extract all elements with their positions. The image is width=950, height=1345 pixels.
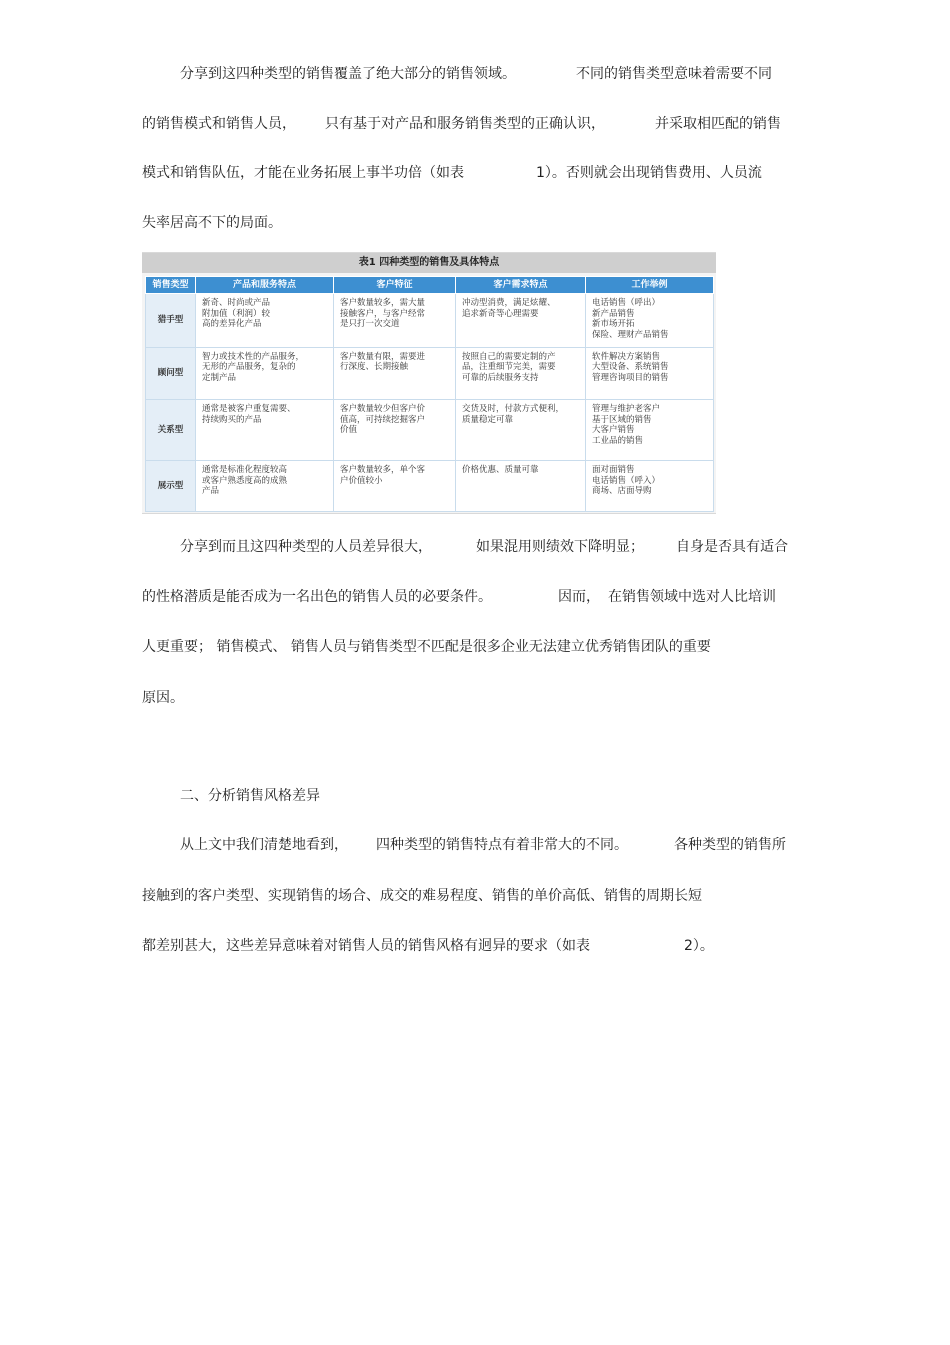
para1-line3-seg1: 模式和销售队伍，才能在业务拓展上事半功倍（如表: [142, 165, 464, 181]
table-cell-customer: 客户数量较多，需大量 接触客户，与客户经常 是只打一次交道: [334, 294, 456, 348]
table-cell-product: 通常是被客户重复需要、 持续购买的产品: [196, 400, 334, 461]
para1-line3-seg2: 1）。否则就会出现销售费用、人员流: [536, 165, 762, 181]
table-cell-needs: 价格优惠、质量可靠: [456, 461, 586, 512]
para1-line2-seg3: 并采取相匹配的销售: [655, 116, 781, 132]
table1-figure: [142, 252, 716, 514]
table-cell-needs: 交货及时，付款方式便利， 质量稳定可靠: [456, 400, 586, 461]
table1-title: 表1 四种类型的销售及具体特点: [142, 253, 716, 273]
para1-line1-seg1: 分享到这四种类型的销售覆盖了绝大部分的销售领域。: [180, 66, 516, 82]
table-cell-examples: 软件解决方案销售 大型设备、系统销售 管理咨询项目的销售: [586, 347, 714, 400]
table-cell-examples: 管理与维护老客户 基于区域的销售 大客户销售 工业品的销售: [586, 400, 714, 461]
table1-header-type: 销售类型: [146, 277, 196, 294]
table-cell-customer: 客户数量有限，需要进 行深度、长期接触: [334, 347, 456, 400]
table1-header-product: 产品和服务特点: [196, 277, 334, 294]
para3-line2: 接触到的客户类型、实现销售的场合、成交的难易程度、销售的单价高低、销售的周期长短: [142, 888, 702, 904]
para2-line2-seg2: 因而，: [558, 589, 600, 605]
table1-header-row: [146, 277, 714, 294]
table-cell-examples: 面对面销售 电话销售（呼入） 商场、店面导购: [586, 461, 714, 512]
table-cell-product: 通常是标准化程度较高 或客户熟悉度高的成熟 产品: [196, 461, 334, 512]
table-cell-type: 关系型: [146, 400, 196, 461]
table1: [145, 276, 714, 512]
table-cell-type: 猎手型: [146, 294, 196, 348]
para3-line1-seg3: 各种类型的销售所: [674, 837, 786, 853]
table-cell-type: 顾问型: [146, 347, 196, 400]
table-cell-needs: 按照自己的需要定制的产 品，注重细节完美，需要 可靠的后续服务支持: [456, 347, 586, 400]
para2-line3: 人更重要； 销售模式、 销售人员与销售类型不匹配是很多企业无法建立优秀销售团队的重要: [142, 639, 711, 655]
para3-line1-seg2: 四种类型的销售特点有着非常大的不同。: [376, 837, 628, 853]
para2-line1-seg2: 如果混用则绩效下降明显；: [476, 539, 644, 555]
para3-line3-seg1: 都差别甚大，这些差异意味着对销售人员的销售风格有迥异的要求（如表: [142, 938, 590, 954]
section2-heading: 二、分析销售风格差异: [180, 788, 320, 804]
table1-header-examples: 工作举例: [586, 277, 714, 294]
para2-line1-seg3: 自身是否具有适合: [676, 539, 788, 555]
table-cell-customer: 客户数量较多，单个客 户价值较小: [334, 461, 456, 512]
para2-line1-seg1: 分享到而且这四种类型的人员差异很大，: [180, 539, 432, 555]
table-row: [146, 400, 714, 461]
table-row: [146, 461, 714, 512]
para2-line2-seg1: 的性格潜质是能否成为一名出色的销售人员的必要条件。: [142, 589, 492, 605]
table-cell-needs: 冲动型消费，满足炫耀、 追求新奇等心理需要: [456, 294, 586, 348]
table1-header-customer: 客户特征: [334, 277, 456, 294]
para1-line2-seg1: 的销售模式和销售人员，: [142, 116, 296, 132]
table-cell-type: 展示型: [146, 461, 196, 512]
table-cell-product: 智力或技术性的产品服务， 无形的产品服务，复杂的 定制产品: [196, 347, 334, 400]
table-row: [146, 294, 714, 348]
para2-line4: 原因。: [142, 690, 184, 706]
table1-header-needs: 客户需求特点: [456, 277, 586, 294]
para1-line4: 失率居高不下的局面。: [142, 215, 282, 231]
table-cell-examples: 电话销售（呼出） 新产品销售 新市场开拓 保险、理财产品销售: [586, 294, 714, 348]
para1-line2-seg2: 只有基于对产品和服务销售类型的正确认识，: [325, 116, 605, 132]
table-row: [146, 347, 714, 400]
para2-line2-seg3: 在销售领域中选对人比培训: [608, 589, 776, 605]
table-cell-product: 新奇、时尚或产品 附加值（利润）较 高的差异化产品: [196, 294, 334, 348]
para1-line1-seg2: 不同的销售类型意味着需要不同: [576, 66, 772, 82]
para3-line1-seg1: 从上文中我们清楚地看到，: [180, 837, 348, 853]
table-cell-customer: 客户数量较少但客户价 值高，可持续挖掘客户 价值: [334, 400, 456, 461]
para3-line3-seg2: 2）。: [684, 938, 714, 954]
